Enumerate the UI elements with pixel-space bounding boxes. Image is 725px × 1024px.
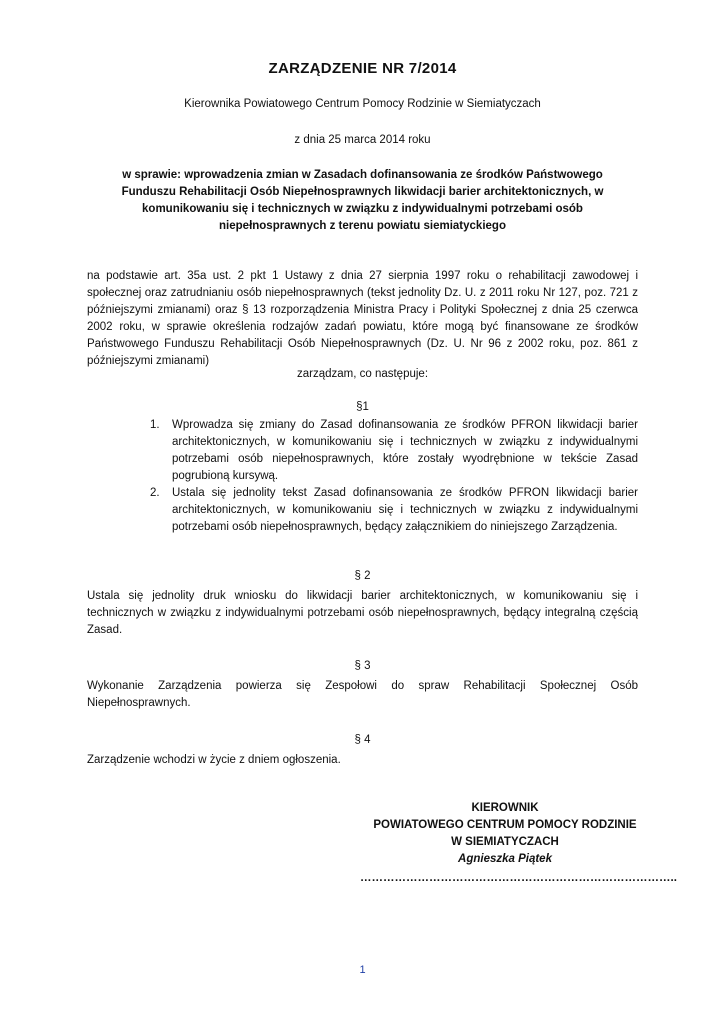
- signature-block: [360, 800, 677, 887]
- signatory-name: Agnieszka Piątek: [458, 853, 552, 865]
- signature-title: KIEROWNIK: [471, 802, 539, 814]
- issuer-line: Kierownika Powiatowego Centrum Pomocy Rodzinie w Siemiatyczach: [184, 98, 541, 110]
- list-item: [150, 417, 638, 485]
- list-item: [150, 485, 638, 536]
- paragraph-3-text: Wykonanie Zarządzenia powierza się Zespołowi do spraw Rehabilitacji Społecznej Osób Niepełnosprawnych.: [87, 680, 638, 709]
- signature-line: ………………………………………………………………………..: [360, 872, 677, 884]
- legal-basis-paragraph: na podstawie art. 35a ust. 2 pkt 1 Ustawy z dnia 27 sierpnia 1997 roku o rehabilitacji zawodowej i społecznej oraz zatrudnianiu osób niepełnosprawnych (tekst jednolity Dz. U. z 2011 roku Nr 127, poz. 721 z późniejszymi zmianami) oraz § 13 rozporządzenia Ministra Pracy i Polityki Społecznej z dnia 25 czerwca 2002 roku, w sprawie określenia rodzajów zadań powiatu, które mogą być finansowane ze środków Państwowego Funduszu Rehabilitacji Osób Niepełnosprawnych (Dz. U. Nr 96 z 2002 roku, poz. 861 z późniejszymi zmianami): [87, 270, 638, 367]
- date-line: z dnia 25 marca 2014 roku: [294, 134, 431, 146]
- signature-institution: POWIATOWEGO CENTRUM POMOCY RODZINIE: [373, 819, 637, 831]
- paragraph-1-list: [150, 417, 638, 536]
- paragraph-2-heading: § 2: [354, 570, 371, 582]
- paragraph-4-heading: § 4: [354, 734, 371, 746]
- paragraph-4-text: Zarządzenie wchodzi w życie z dniem ogłoszenia.: [87, 754, 341, 766]
- signature-location: W SIEMIATYCZACH: [451, 836, 559, 848]
- subject-block: w sprawie: wprowadzenia zmian w Zasadach dofinansowania ze środków Państwowego Funduszu Rehabilitacji Osób Niepełnosprawnych likwidacji barier architektonicznych, w komunikowaniu się i technicznych w związku z indywidualnymi potrzebami osób niepełnosprawnych z terenu powiatu siemiatyckiego: [121, 169, 604, 232]
- list-item-number: 1.: [150, 419, 160, 431]
- paragraph-1-heading: §1: [356, 401, 369, 413]
- decree-line: zarządzam, co następuje:: [296, 368, 429, 380]
- document-title: ZARZĄDZENIE NR 7/2014: [268, 60, 457, 77]
- list-item-text: Wprowadza się zmiany do Zasad dofinansowania ze środków PFRON likwidacji barier architektonicznych, w komunikowaniu się i technicznych w związku z indywidualnymi potrzebami osób niepełnosprawnych, które zostały wyodrębnione w tekście Zasad pogrubioną kursywą.: [172, 419, 638, 482]
- page-number: 1: [359, 964, 366, 976]
- list-item-text: Ustala się jednolity tekst Zasad dofinansowania ze środków PFRON likwidacji barier architektonicznych, w komunikowaniu się i technicznych w związku z indywidualnymi potrzebami osób niepełnosprawnych, będący załącznikiem do niniejszego Zarządzenia.: [172, 487, 638, 533]
- paragraph-2-text: Ustala się jednolity druk wniosku do likwidacji barier architektonicznych, w komunikowaniu się i technicznych w związku z indywidualnymi potrzebami osób niepełnosprawnych, będący integralną częścią Zasad.: [87, 590, 638, 636]
- list-item-number: 2.: [150, 487, 160, 499]
- paragraph-3-heading: § 3: [354, 660, 371, 672]
